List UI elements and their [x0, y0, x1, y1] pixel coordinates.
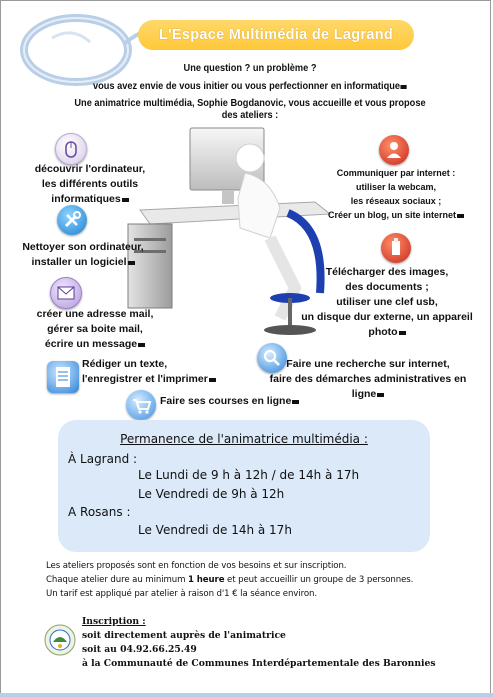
inscription-phone: soit au 04.92.66.25.49: [82, 644, 197, 655]
permanence-title: Permanence de l'animatrice multimédia :: [120, 432, 368, 446]
lagrand-hours-2: Le Vendredi de 9h à 12h: [138, 487, 285, 501]
feature-text: Rédiger un texte, l'enregistrer et l'imprimer: [82, 357, 252, 387]
intro-line-3: Une animatrice multimédia, Sophie Bogdanovic, vous accueille et vous propose des ateliers :: [74, 97, 426, 121]
feature-shopping: Faire ses courses en ligne: [160, 394, 330, 409]
mouse-icon: [55, 133, 87, 165]
place-lagrand: À Lagrand :: [68, 452, 138, 466]
intro-line-1: Une question ? un problème ?: [183, 62, 317, 74]
community-seal-icon: [44, 624, 76, 656]
tools-icon: [57, 205, 87, 235]
inscription-title: Inscription :: [82, 616, 146, 627]
cart-icon: [126, 390, 156, 420]
inscription-line-1: soit directement auprès de l'animatrice: [82, 630, 286, 641]
lagrand-hours-1: Le Lundi de 9 h à 12h / de 14h à 17h: [138, 468, 360, 482]
mail-icon: [50, 277, 82, 309]
page-title-banner: L'Espace Multimédia de Lagrand: [138, 20, 414, 50]
feature-email: créer une adresse mail, gérer sa boite mail, écrire un message: [36, 308, 154, 350]
feature-computer: découvrir l'ordinateur, les différents outils informatiques: [34, 163, 146, 205]
footer-bar: [0, 693, 493, 697]
person-icon: [379, 135, 409, 165]
intro-line-2: vous avez envie de vous initier ou vous perfectionner en informatique: [65, 80, 435, 92]
feature-search: Faire une recherche sur internet, faire des démarches administratives en ligne: [269, 358, 467, 400]
usb-icon: [381, 233, 411, 263]
document-icon: [47, 361, 79, 393]
info-line-2: Chaque atelier dure au minimum 1 heure et peut accueillir un groupe de 3 personnes.: [46, 575, 414, 585]
feature-cleaning: Nettoyer son ordinateur, installer un logiciel: [22, 241, 144, 268]
info-line-3: Un tarif est appliqué par atelier à raison d'1 € la séance environ.: [46, 589, 317, 599]
feature-download: Télécharger des images, des documents ; utiliser une clef usb, un disque dur externe, un appareil photo: [301, 266, 473, 338]
place-rosans: A Rosans :: [68, 505, 131, 519]
permanence-panel: [58, 420, 430, 552]
info-line-1: Les ateliers proposés sont en fonction de vos besoins et sur inscription.: [46, 561, 347, 571]
inscription-line-3: à la Communauté de Communes Interdépartementale des Baronnies: [82, 658, 436, 669]
feature-communicate: Communiquer par internet : utiliser la webcam, les réseaux sociaux ; Créer un blog, un site internet: [326, 166, 466, 222]
rosans-hours: Le Vendredi de 14h à 17h: [138, 523, 292, 537]
